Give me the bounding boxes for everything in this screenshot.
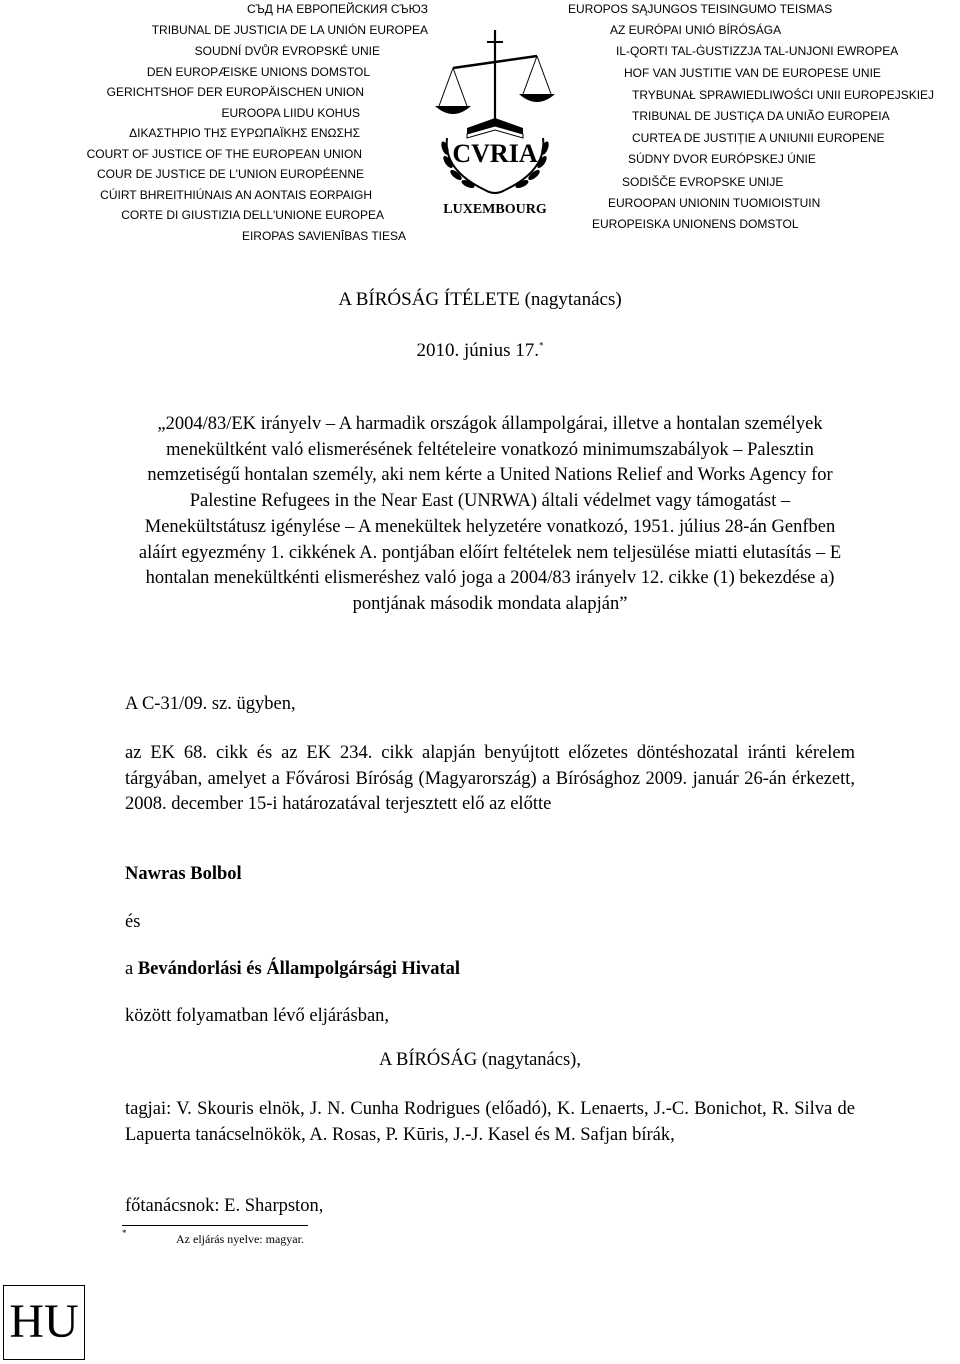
court-name: GERICHTSHOF DER EUROPÄISCHEN UNION — [106, 85, 364, 99]
court-name: DEN EUROPÆISKE UNIONS DOMSTOL — [146, 65, 370, 79]
court-name: TRIBUNAL DE JUSTIÇA DA UNIÃO EUROPEIA — [632, 109, 890, 123]
case-number: A C-31/09. sz. ügyben, — [125, 694, 296, 714]
court-name: ΔΙΚΑΣΤΗΡΙΟ ΤΗΣ ΕΥΡΩΠΑΪΚΗΣ ΕΝΩΣΗΣ — [129, 126, 360, 140]
footnote-separator — [122, 1225, 308, 1226]
court-name: AZ EURÓPAI UNIÓ BÍRÓSÁGA — [610, 23, 782, 37]
court-name: EIROPAS SAVIENĪBAS TIESA — [241, 229, 406, 243]
court-name: TRIBUNAL DE JUSTICIA DE LA UNIÓN EUROPEA — [151, 23, 428, 37]
language-code-box — [3, 1285, 85, 1360]
court-name: SOUDNÍ DVŮR EVROPSKÉ UNIE — [194, 44, 380, 58]
footnote-reference: * — [538, 340, 544, 351]
court-name: SÚDNY DVOR EURÓPSKEJ ÚNIE — [628, 152, 816, 166]
judgment-date — [0, 340, 960, 362]
footnote-mark: * — [122, 1228, 127, 1238]
footnote-text: Az eljárás nyelve: magyar. — [176, 1232, 304, 1246]
court-name: HOF VAN JUSTITIE VAN DE EUROPESE UNIE — [624, 66, 881, 80]
court-name: COUR DE JUSTICE DE L'UNION EUROPÉENNE — [97, 167, 364, 181]
scales-of-justice-icon — [425, 30, 565, 200]
court-name: CORTE DI GIUSTIZIA DELL'UNIONE EUROPEA — [121, 208, 384, 222]
emblem-city: LUXEMBOURG — [443, 202, 547, 217]
court-name: СЪД НА ЕВРОПЕЙСКИЯ СЪЮЗ — [247, 2, 428, 16]
court-name: IL-QORTI TAL-ĠUSTIZZJA TAL-UNJONI EWROPEA — [616, 44, 899, 58]
party-defendant — [125, 957, 855, 983]
court-name: COURT OF JUSTICE OF THE EUROPEAN UNION — [86, 147, 362, 161]
court-name: EUROPEISKA UNIONENS DOMSTOL — [592, 217, 799, 231]
court-members: tagjai: V. Skouris elnök, J. N. Cunha Rodrigues (előadó), K. Lenaerts, J.-C. Bonichot, R. Silva de Lapuerta tanácselnökök, A. Rosas, P. Kūris, J.-J. Kasel és M. Safjan bírák, — [125, 1099, 855, 1145]
emblem-word: CVRIA — [452, 139, 538, 168]
court-name: EUROOPAN UNIONIN TUOMIOISTUIN — [608, 196, 821, 210]
court-name: SODIŠČE EVROPSKE UNIJE — [622, 175, 784, 189]
party-applicant: Nawras Bolbol — [125, 864, 242, 884]
conjunction: és — [125, 912, 141, 932]
language-code: HU — [9, 1295, 79, 1348]
judgment-summary: „2004/83/EK irányelv – A harmadik országok állampolgárai, illetve a hontalan személyek menekültként való elismerésének feltételeire vonatkozó minimumszabályok – Palesztin nemzetiségű hontalan személy, aki nem kérte a United Nations Relief and Works Agency for Palestine Refugees in the Near East (UNRWA) általi védelmet vagy támogatást – Menekültstátusz igénylése – A menekültek helyzetére vonatkozó, 1951. július 28-án Genfben aláírt egyezmény 1. cikkének A. pontjában előírt feltételek nem teljesülése miatti elutasítás – E hontalan menekültkénti elismeréshez való joga a 2004/83 irányelv 12. cikke (1) bekezdése a) pontjának második mondata alapján” — [138, 414, 842, 614]
court-name: EUROPOS SĄJUNGOS TEISINGUMO TEISMAS — [568, 2, 833, 16]
court-name: CURTEA DE JUSTIȚIE A UNIUNII EUROPENE — [632, 131, 885, 145]
court-name: EUROOPA LIIDU KOHUS — [221, 106, 360, 120]
reference-paragraph: az EK 68. cikk és az EK 234. cikk alapján benyújtott előzetes döntéshozatal iránti kérelem tárgyában, amelyet a Fővárosi Bíróság (Magyarország) a Bírósághoz 2009. január 26-án érkezett, 2008. december 15-i határozatával terjesztett elő az előtte — [125, 743, 855, 814]
party-defendant-prefix: a — [125, 959, 134, 979]
proceedings-text: között folyamatban lévő eljárásban, — [125, 1006, 390, 1026]
advocate-general: főtanácsnok: E. Sharpston, — [125, 1196, 324, 1216]
judgment-title: A BÍRÓSÁG ÍTÉLETE (nagytanács) — [338, 289, 622, 310]
court-emblem — [425, 30, 565, 220]
court-name: CÚIRT BHREITHIÚNAIS AN AONTAIS EORPAIGH — [100, 188, 372, 202]
court-name: TRYBUNAŁ SPRAWIEDLIWOŚCI UNII EUROPEJSKIEJ — [632, 88, 935, 102]
court-formation: A BÍRÓSÁG (nagytanács), — [379, 1050, 581, 1070]
party-defendant-name: Bevándorlási és Állampolgársági Hivatal — [137, 959, 461, 979]
judgment-date-text: 2010. június 17. — [416, 340, 539, 361]
